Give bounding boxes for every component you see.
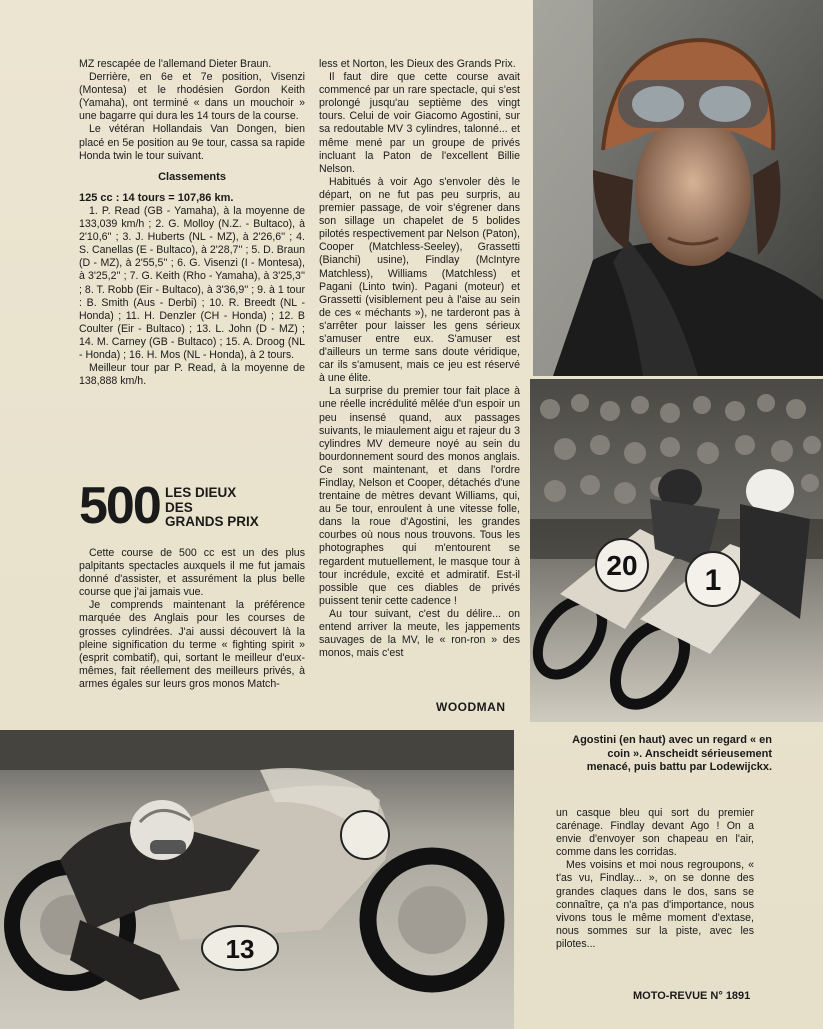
paragraph: Au tour suivant, c'est du délire... on entend arriver la meute, les jappements sauvages de la MV, le « ron-ron » des monos, mais c'est: [319, 607, 520, 660]
bike-number-bottom: 13: [225, 934, 255, 964]
rider-illustration: [0, 730, 514, 1029]
headline-line: GRANDS PRIX: [165, 514, 259, 529]
photo-agostini-portrait: [533, 0, 823, 376]
classements-heading: Classements: [158, 170, 226, 183]
paragraph: Habitués à voir Ago s'envoler dès le départ, on ne fut pas peu surpris, au premier passage, de voir s'égrener dans son sillage un chapelet de 5 bolides pilotés respectivement par Nelson (Paton), Cooper (Matchless-Seeley), Grassetti (Bianchi) usine), Findlay (McIntyre Matchless), Williams (Matchless) et Pagani (Linto twin). Pagani (moteur) et Grassetti (visiblement peu à l'aise au sein de ces « méchants »), ne tarderont pas à s'arrêter pour laisser les gens sérieux s'amuser entre eux. S'amuser est d'ailleurs un terme sans doute véridique, car ils s'amusent, mais ce jeu est réservé à une élite.: [319, 175, 520, 385]
column-right-lower: [556, 807, 754, 951]
best-lap-paragraph: Meilleur tour par P. Read, à la moyenne de 138,888 km/h.: [79, 362, 305, 388]
paragraph: MZ rescapée de l'allemand Dieter Braun.: [79, 58, 272, 70]
paragraph: Mes voisins et moi nous regroupons, « t'as vu, Findlay... », on se donne des grandes claques dans le dos, sans se connaître, ça n'a pas d'importance, nous vivons tous le même moment d'extase, nous sommes sur la piste, avec les pilotes...: [556, 859, 754, 950]
paragraph: Derrière, en 6e et 7e position, Visenzi (Montesa) et le rhodésien Gordon Keith (Yamaha), ont terminé « dans un mouchoir » une bagarre qui dura les 14 tours de la course.: [79, 71, 305, 123]
headline-text: [165, 486, 259, 530]
column-middle: [319, 58, 520, 660]
headline-line: LES DIEUX: [165, 485, 237, 500]
bike-number-left: 20: [606, 550, 638, 581]
section-headline: [79, 477, 309, 535]
column-left-lower: [79, 547, 305, 691]
paragraph: Cette course de 500 cc est un des plus palpitants spectacles auxquels il me fut jamais donné d'assister, et assurément la plus belle course que j'ai jamais vue.: [79, 547, 305, 599]
paragraph: Il faut dire que cette course avait commencé par un rare spectacle, qui s'est prolongé jusqu'au septième des vingt tours. Celui de voir Giacomo Agostini, sur sa redoutable MV 3 cylindres, talonné... et même mené par un groupe de privés incluant la Paton de l'excellent Billie Nelson.: [319, 71, 520, 175]
paragraph: less et Norton, les Dieux des Grands Prix.: [319, 58, 516, 70]
headline-number: 500: [79, 477, 160, 535]
result-title: 125 cc : 14 tours = 107,86 km.: [79, 191, 234, 204]
column-left: [79, 58, 305, 388]
race-illustration: [530, 379, 823, 722]
paragraph: Le vétéran Hollandais Van Dongen, bien placé en 5e position au 9e tour, cassa sa rapide Honda twin le tour suivant.: [79, 123, 305, 162]
bike-number-right: 1: [704, 564, 722, 597]
portrait-illustration: [533, 0, 823, 376]
paragraph: Je comprends maintenant la préférence marquée des Anglais pour les courses de grosses cylindrées. J'ai aussi découvert là la pleine signification du terme « fighting spirit » (esprit combatif), qui, sortant le meilleur d'eux-mêmes, fait réellement des meilleurs privés, à armes égales sur leurs gros monos Match-: [79, 599, 305, 690]
headline-line: DES: [165, 499, 193, 515]
photo-rider-13: [0, 730, 514, 1029]
photo-caption: Agostini (en haut) avec un regard « en coin ». Anscheidt sérieusement menacé, puis battu par Lodewijckx.: [572, 734, 772, 773]
page-footer: MOTO-REVUE N° 1891: [633, 990, 751, 1002]
paragraph: un casque bleu qui sort du premier carénage. Findlay devant Ago ! On a envie d'envoyer son chapeau en l'air, comme dans les corridas.: [556, 807, 754, 859]
paragraph: La surprise du premier tour fait place à une réelle incrédulité mêlée d'un espoir un peu insensé quand, aux passages suivants, le miaulement aigu et rajeur du 3 cylindres MV demeure noyé au sein du bourdonnement sourd des monos anglais. Ce sont maintenant, et dans l'ordre Findlay, Nelson et Cooper, détachés d'une trentaine de mètres devant Williams, qui, au 5e tour, enroulent à une vitesse folle, dans la roue d'Agostini, les grandes courbes où nous nous trouvons. Tous les photographes qui m'entourent se regardent mutuellement, le masque tour à tour incrédule, excité et admiratif. Est-il possible que ces diables de privés puissent tenir cette cadence !: [319, 385, 520, 607]
photo-race-duel: [530, 379, 823, 722]
results-paragraph: 1. P. Read (GB - Yamaha), à la moyenne de 133,039 km/h ; 2. G. Molloy (N.Z. - Bultaco), à 2'10,6'' ; 3. J. Huberts (NL - MZ), à 2'26,6'' ; 4. S. Canellas (E - Bultaco), à 2'28,7'' ; 5. D. Braun (D - MZ), à 2'55,5'' ; 6. G. Visenzi (I - Montesa), à 3'25,2'' ; 7. G. Keith (Rho - Yamaha), à 3'25,3'' ; 8. T. Robb (Eir - Bultaco), à 3'36,9'' ; 9. à 1 tour : B. Smith (Aus - Derbi) ; 10. R. Breedt (NL - Honda) ; 11. H. Denzler (CH - Honda) ; 12. B Coulter (Eir - Bultaco) ; 13. L. John (D - MZ) ; 14. M. Carney (GB - Bultaco) ; 15. A. Droog (NL - Honda) ; 16. H. Mos (NL - Honda), à 2 tours.: [79, 204, 305, 361]
author-signature: WOODMAN: [436, 700, 506, 714]
